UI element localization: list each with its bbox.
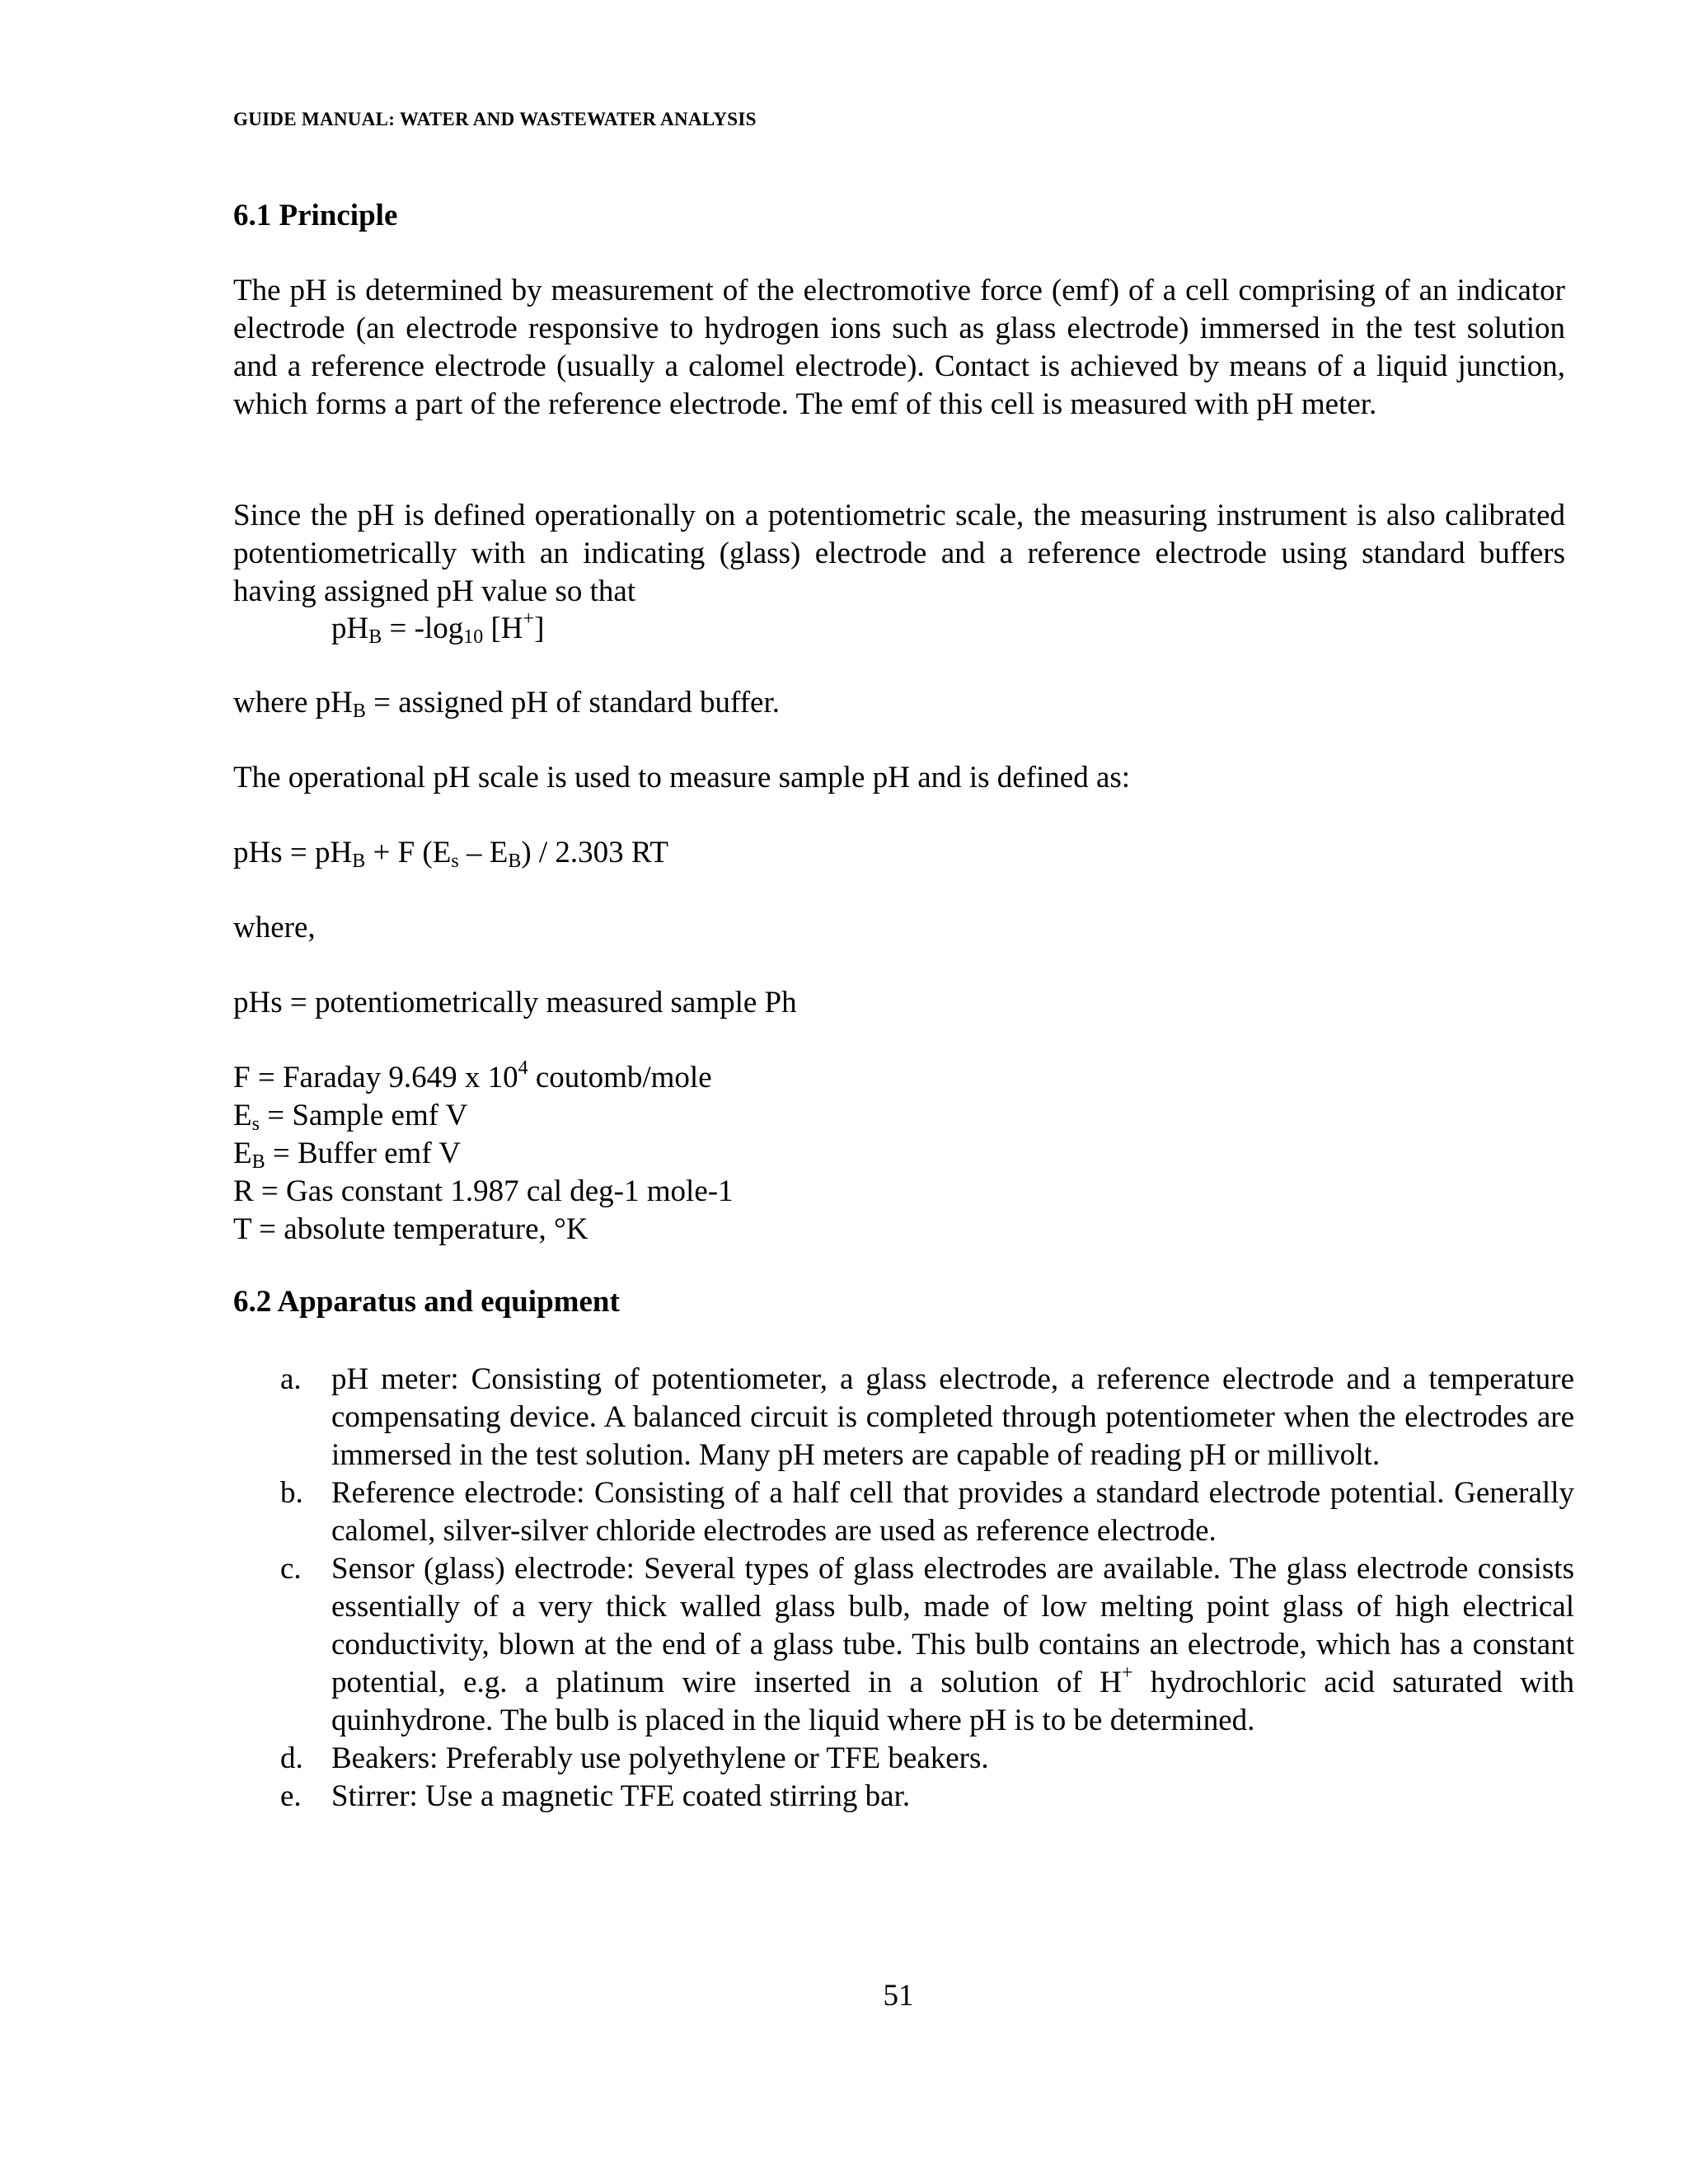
- where-buffer-definition: [233, 684, 780, 722]
- formula-phb: [331, 610, 544, 648]
- formula-text: = -log: [382, 612, 464, 645]
- list-item-text: pH meter: Consisting of potentiometer, a glass electrode, a reference electrode and a temperature compensating device. A balanced circuit is completed through potentiometer when the electrodes are immersed in the test solution. Many pH meters are capable of reading pH or millivolt.: [331, 1362, 1574, 1472]
- list-marker: c.: [280, 1552, 302, 1586]
- list-item-superscript: +: [1121, 1662, 1133, 1684]
- formula-text: ) / 2.303 RT: [521, 836, 668, 869]
- definition-text: = Buffer emf V: [265, 1137, 461, 1170]
- running-header: GUIDE MANUAL: WATER AND WASTEWATER ANALYSIS: [233, 109, 757, 129]
- list-item: [280, 1361, 1574, 1474]
- formula-phs: [233, 834, 668, 872]
- principle-paragraph-2: Since the pH is defined operationally on a potentiometric scale, the measuring instrument is also calibrated potentiometrically with an indicating (glass) electrode and a reference electrode using standard buffers having assigned pH value so that: [233, 499, 1565, 608]
- buffer-emf-definition: [233, 1135, 461, 1173]
- list-item-text: Reference electrode: Consisting of a half cell that provides a standard electrode potential. Generally calomel, silver-silver chloride electrodes are used as reference electrode.: [331, 1476, 1574, 1548]
- apparatus-list: [280, 1361, 1574, 1816]
- definition-text: = assigned pH of standard buffer.: [365, 686, 780, 719]
- definition-text: where pH: [233, 686, 353, 719]
- gas-constant-definition: R = Gas constant 1.987 cal deg-1 mole-1: [233, 1174, 734, 1208]
- formula-text: ]: [534, 612, 545, 645]
- definition-text: E: [233, 1137, 252, 1170]
- section-heading-principle: 6.1 Principle: [233, 199, 398, 232]
- definition-text: E: [233, 1099, 252, 1132]
- definition-subscript: s: [251, 1113, 260, 1135]
- formula-superscript: +: [523, 608, 535, 630]
- list-item: [280, 1474, 1574, 1550]
- list-item: [280, 1740, 1574, 1778]
- formula-subscript: s: [451, 851, 459, 872]
- list-item-text: Sensor (glass) electrode: Several types of glass electrodes are available. The glass electrode consists essentially of a very thick walled glass bulb, made of low melting point glass of high electrical conductivity, blown at the end of a glass tube. This bulb contains an electrode, which has a constant potential, e.g. a platinum wire inserted in a solution of H: [331, 1552, 1574, 1699]
- list-marker: d.: [280, 1741, 303, 1775]
- formula-text: – E: [458, 836, 509, 869]
- page-number: 51: [883, 1979, 914, 2013]
- definition-text: = Sample emf V: [259, 1099, 468, 1132]
- list-item: [280, 1778, 1574, 1816]
- list-item-text: Beakers: Preferably use polyethylene or TFE beakers.: [331, 1741, 989, 1775]
- list-marker: e.: [280, 1779, 302, 1813]
- list-item-text: Stirrer: Use a magnetic TFE coated stirring bar.: [331, 1779, 911, 1813]
- formula-subscript: B: [368, 626, 382, 648]
- principle-paragraph-1: The pH is determined by measurement of the electromotive force (emf) of a cell comprising of an indicator electrode (an electrode responsive to hydrogen ions such as glass electrode) immersed in the test solution and a reference electrode (usually a calomel electrode). Contact is achieved by means of a liquid junction, which forms a part of the reference electrode. The emf of this cell is measured with pH meter.: [233, 274, 1565, 421]
- definition-text: coutomb/mole: [528, 1061, 712, 1094]
- faraday-definition: [233, 1059, 712, 1097]
- formula-subscript: B: [508, 851, 522, 872]
- definition-subscript: B: [352, 701, 366, 722]
- formula-text: pHs = pH: [233, 836, 353, 869]
- temperature-definition: T = absolute temperature, °K: [233, 1212, 588, 1246]
- formula-subscript: 10: [463, 626, 484, 648]
- formula-text: pH: [331, 612, 369, 645]
- phs-definition: pHs = potentiometrically measured sample Ph: [233, 986, 797, 1019]
- where-label: where,: [233, 911, 316, 944]
- sample-emf-definition: [233, 1097, 467, 1135]
- operational-scale-text: The operational pH scale is used to measure sample pH and is defined as:: [233, 761, 1131, 794]
- formula-text: [H: [483, 612, 523, 645]
- definition-superscript: 4: [518, 1057, 528, 1079]
- list-item-text: hydrochloric acid saturated with quinhydrone. The bulb is placed in the liquid where pH is to be determined.: [331, 1666, 1575, 1737]
- definition-subscript: B: [251, 1151, 265, 1173]
- definition-text: F = Faraday 9.649 x 10: [233, 1061, 518, 1094]
- list-item: [280, 1550, 1574, 1740]
- formula-subscript: B: [352, 851, 366, 872]
- formula-text: + F (E: [365, 836, 452, 869]
- section-heading-apparatus: 6.2 Apparatus and equipment: [233, 1285, 620, 1319]
- list-marker: b.: [280, 1476, 303, 1510]
- list-marker: a.: [280, 1362, 302, 1396]
